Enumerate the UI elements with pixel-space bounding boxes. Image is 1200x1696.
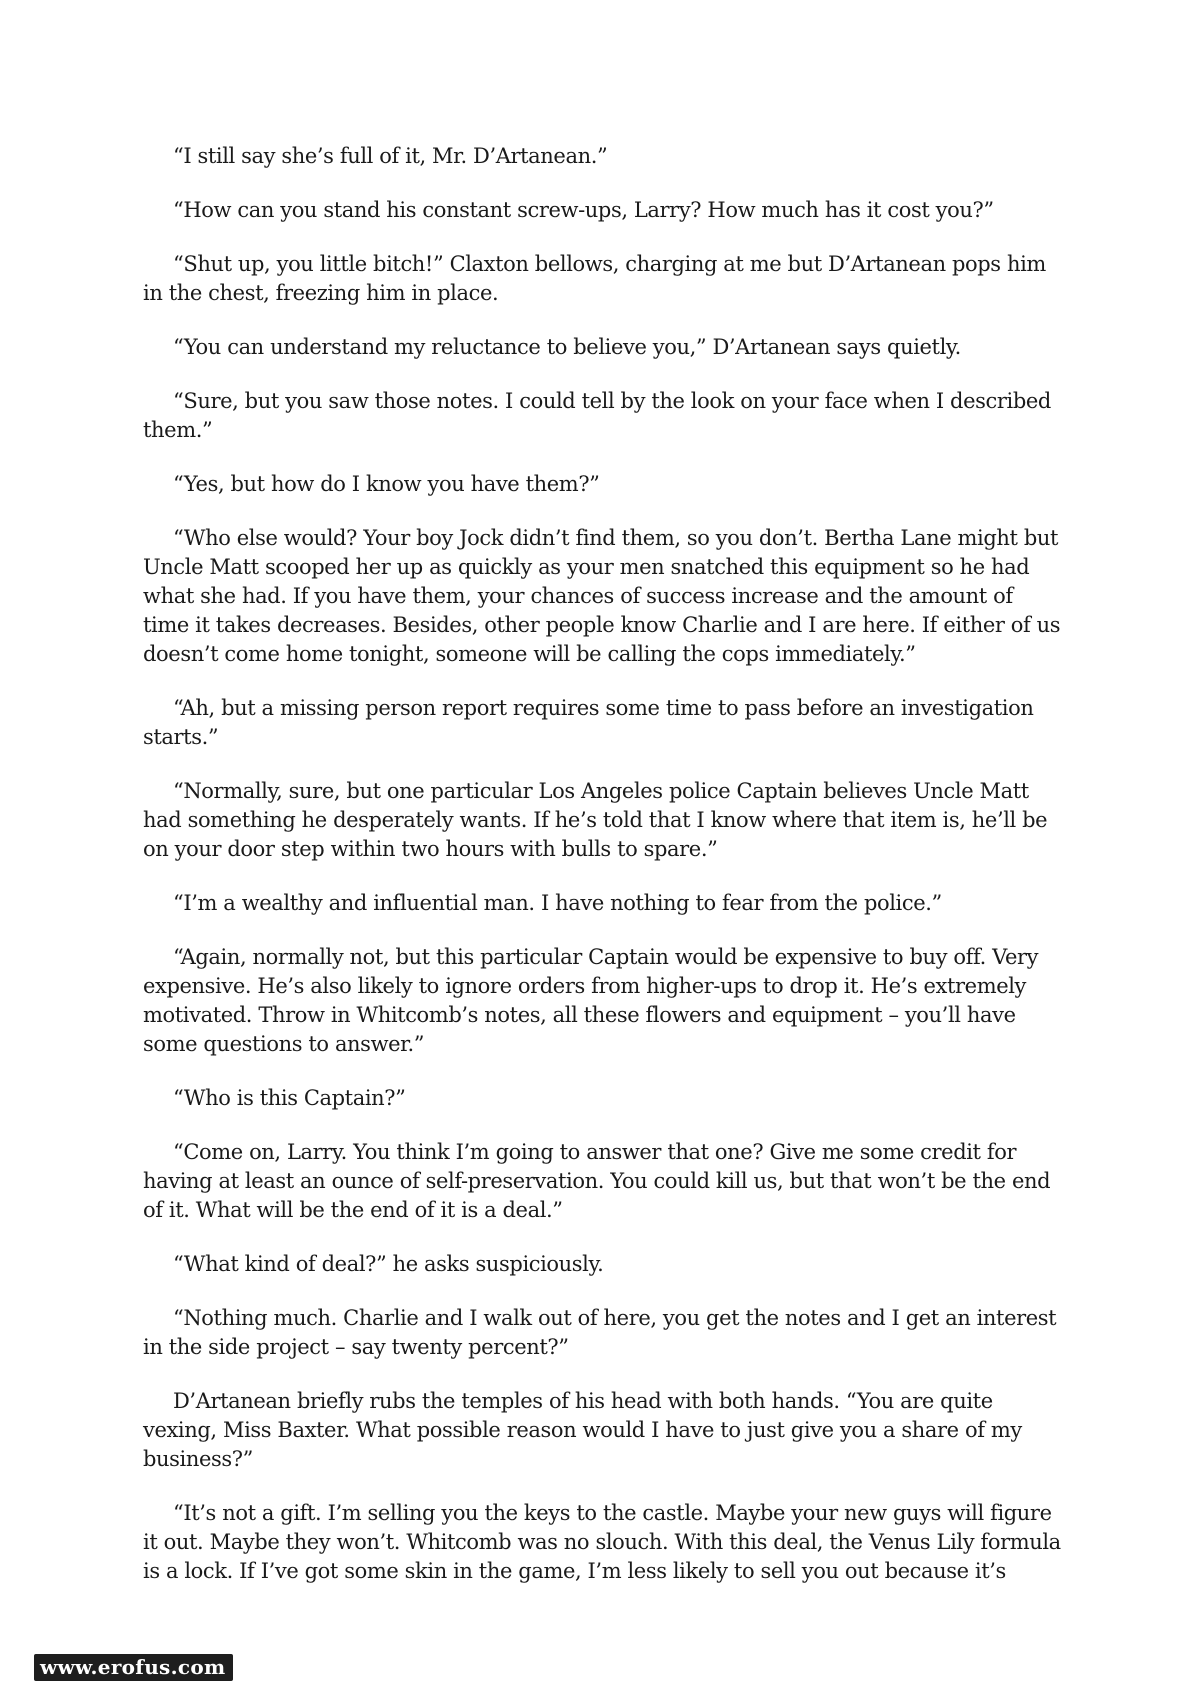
paragraph: “Who is this Captain?” [173,1086,406,1110]
paragraph: “Come on, Larry. You think I’m going to answer that one? Give me some credit for having at least an ounce of self-preservation. You could kill us, but that won’t be the end of it. What will be the end of it is a deal.” [143,1140,1051,1222]
body-text [143,142,1063,1611]
watermark-link[interactable]: www.erofus.com [34,1654,233,1681]
paragraph: “You can understand my reluctance to believe you,” D’Artanean says quietly. [173,335,961,359]
paragraph: “What kind of deal?” he asks suspiciously. [173,1252,604,1276]
paragraph: “Who else would? Your boy Jock didn’t find them, so you don’t. Bertha Lane might but Uncle Matt scooped her up as quickly as your men snatched this equipment so he had what she had. If you have them, your chances of success increase and the amount of time it takes decreases. Besides, other people know Charlie and I are here. If either of us doesn’t come home tonight, someone will be calling the cops immediately.” [143,526,1061,666]
paragraph: “Yes, but how do I know you have them?” [173,472,600,496]
paragraph: “Ah, but a missing person report requires some time to pass before an investigation starts.” [143,696,1034,749]
paragraph: “Shut up, you little bitch!” Claxton bellows, charging at me but D’Artanean pops him in the chest, freezing him in place. [143,252,1046,305]
paragraph: “It’s not a gift. I’m selling you the keys to the castle. Maybe your new guys will figure it out. Maybe they won’t. Whitcomb was no slouch. With this deal, the Venus Lily formula is a lock. If I’ve got some skin in the game, I’m less likely to sell you out because it’s [143,1501,1061,1583]
paragraph: “Again, normally not, but this particular Captain would be expensive to buy off. Very expensive. He’s also likely to ignore orders from higher-ups to drop it. He’s extremely motivated. Throw in Whitcomb’s notes, all these flowers and equipment – you’ll have some questions to answer.” [143,945,1039,1056]
paragraph: “I’m a wealthy and influential man. I have nothing to fear from the police.” [173,891,942,915]
paragraph: “Normally, sure, but one particular Los Angeles police Captain believes Uncle Matt had something he desperately wants. If he’s told that I know where that item is, he’ll be on your door step within two hours with bulls to spare.” [143,779,1048,861]
paragraph: “Sure, but you saw those notes. I could tell by the look on your face when I described them.” [143,389,1051,442]
paragraph: “Nothing much. Charlie and I walk out of here, you get the notes and I get an interest in the side project – say twenty percent?” [143,1306,1057,1359]
paragraph: “I still say she’s full of it, Mr. D’Artanean.” [173,144,608,168]
paragraph: D’Artanean briefly rubs the temples of his head with both hands. “You are quite vexing, Miss Baxter. What possible reason would I have to just give you a share of my business?” [143,1389,1022,1471]
paragraph: “How can you stand his constant screw-ups, Larry? How much has it cost you?” [173,198,994,222]
